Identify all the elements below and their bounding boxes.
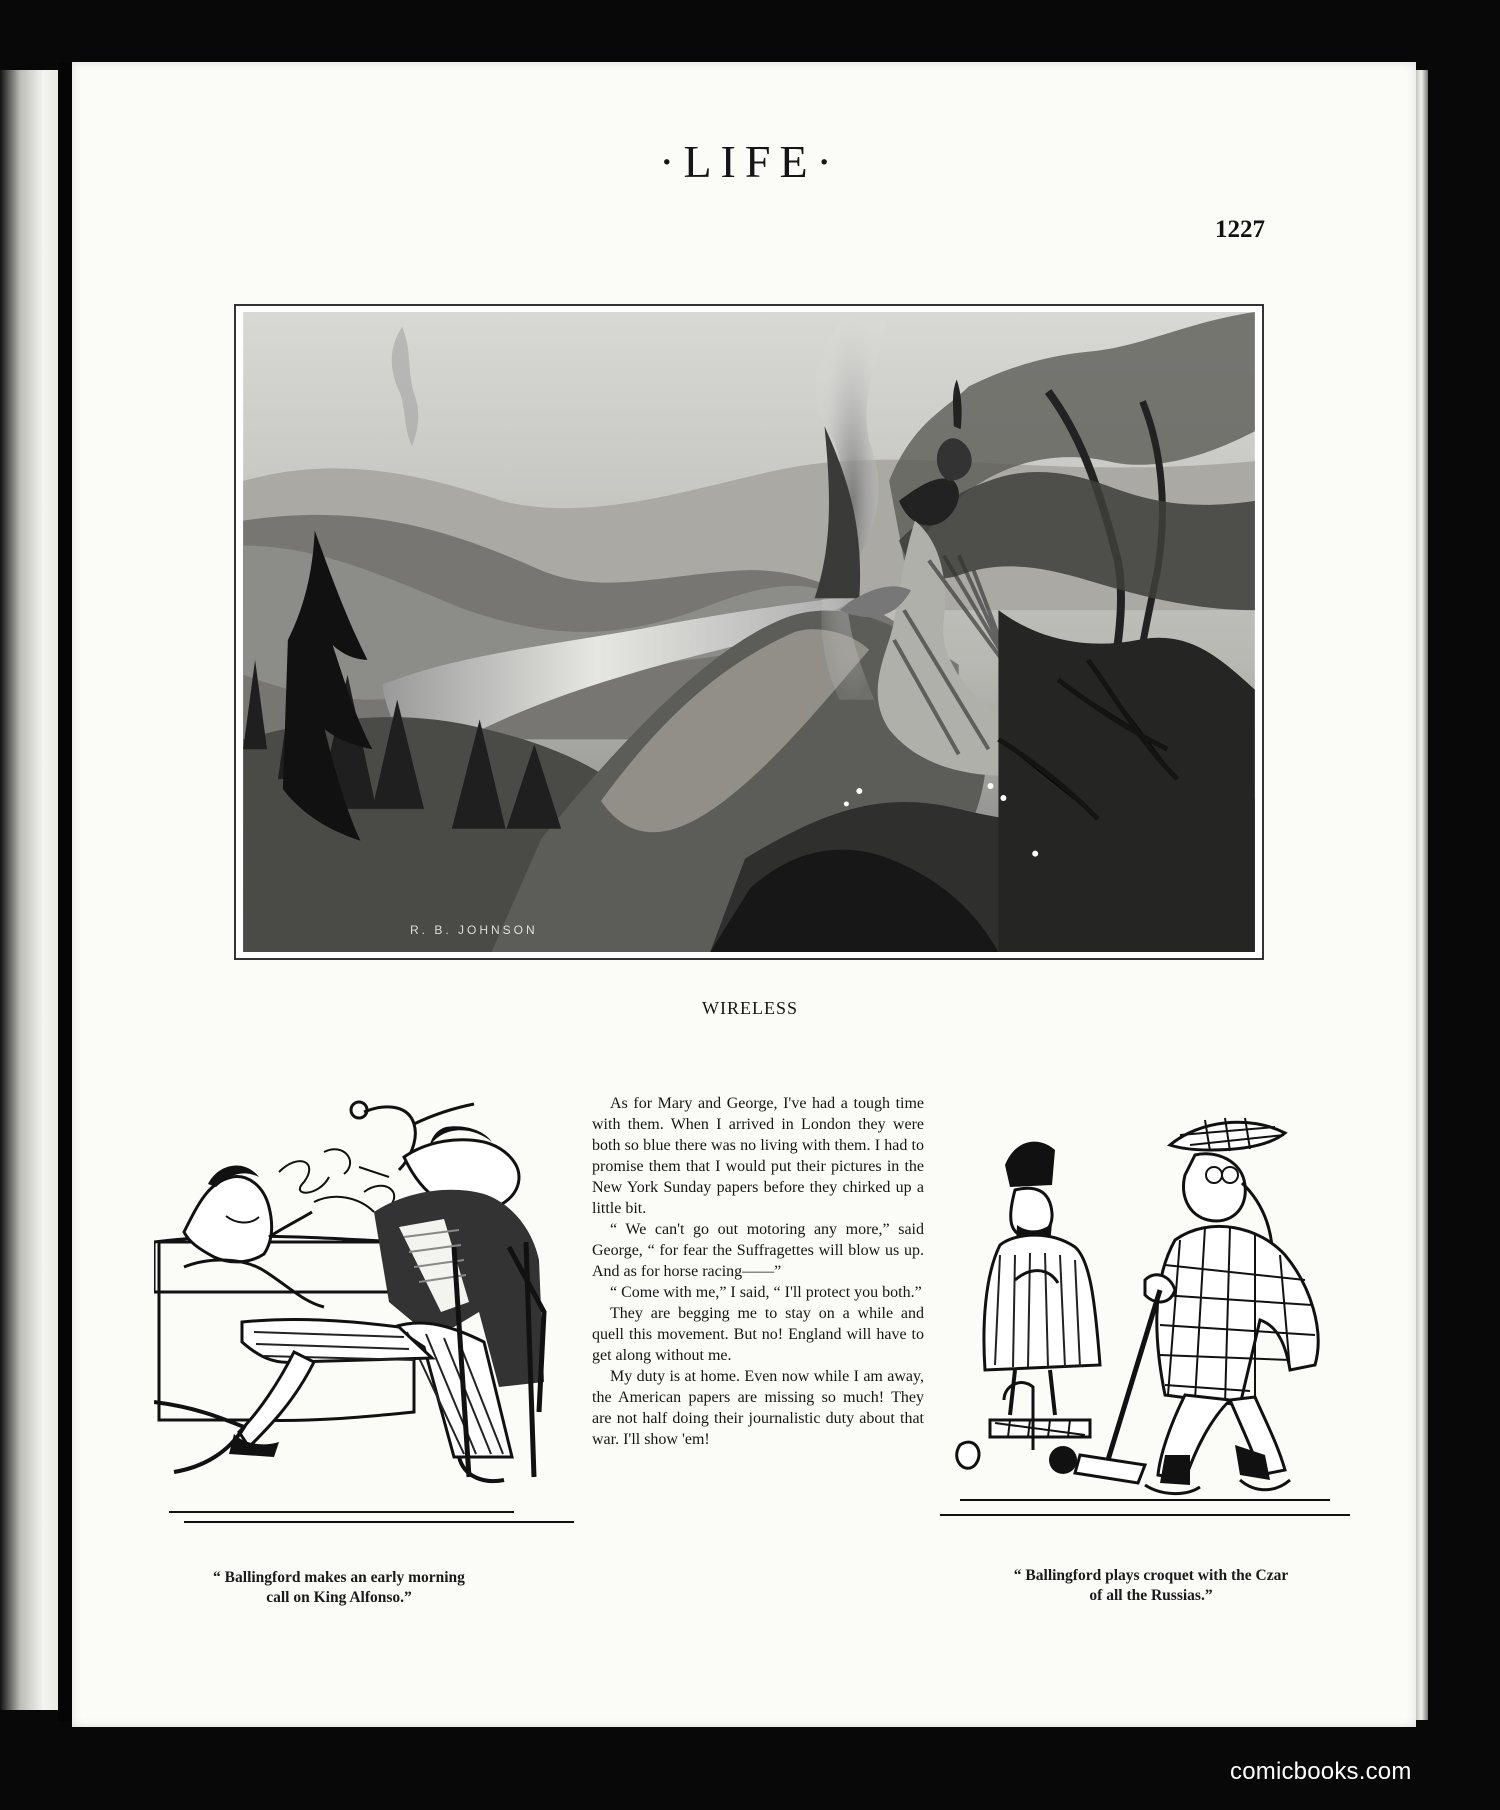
masthead-title: ·LIFE· (659, 136, 841, 187)
right-page-edge (1416, 70, 1428, 1720)
left-caption-line: call on King Alfonso.” (266, 1589, 412, 1606)
main-illustration (234, 304, 1264, 960)
left-page-edge (0, 70, 58, 1710)
article-paragraph: “ We can't go out motoring any more,” said George, “ for fear the Suffragettes will blow us up. And as for horse racing——” (592, 1221, 924, 1280)
article-paragraph: As for Mary and George, I've had a tough time with them. When I arrived in London they were both so blue there was no living with them. I had to promise them that I would put their pictures in the New York Sunday papers before they chirked up a little bit. (592, 1095, 924, 1217)
article-paragraph: My duty is at home. Even now while I am away, the American papers are missing so much! They are not half doing their journalistic duty about that war. I'll show 'em! (592, 1368, 924, 1448)
site-watermark: comicbooks.com (1230, 1758, 1412, 1785)
bath-and-chair-cartoon (154, 1082, 574, 1547)
smoke-signal-landscape-illustration (242, 312, 1256, 952)
main-caption: WIRELESS (702, 998, 798, 1018)
left-caption-line: “ Ballingford makes an early morning (213, 1569, 465, 1586)
artist-signature: R. B. JOHNSON (410, 923, 538, 937)
right-caption-line: “ Ballingford plays croquet with the Czar (1013, 1567, 1289, 1584)
article-paragraph: They are begging me to stay on a while and quell this movement. But no! England will have to get along without me. (592, 1305, 924, 1364)
article-text-column (592, 1093, 924, 1450)
binding-gutter (58, 62, 72, 1722)
article-paragraph: “ Come with me,” I said, “ I'll protect you both.” (610, 1284, 922, 1301)
croquet-cartoon (940, 1115, 1350, 1530)
right-caption-line: of all the Russias.” (1089, 1587, 1213, 1604)
right-cartoon (940, 1115, 1350, 1530)
left-cartoon-caption (164, 1568, 514, 1608)
left-cartoon (154, 1082, 574, 1547)
page-number: 1227 (1215, 216, 1265, 243)
right-cartoon-caption (976, 1566, 1326, 1606)
